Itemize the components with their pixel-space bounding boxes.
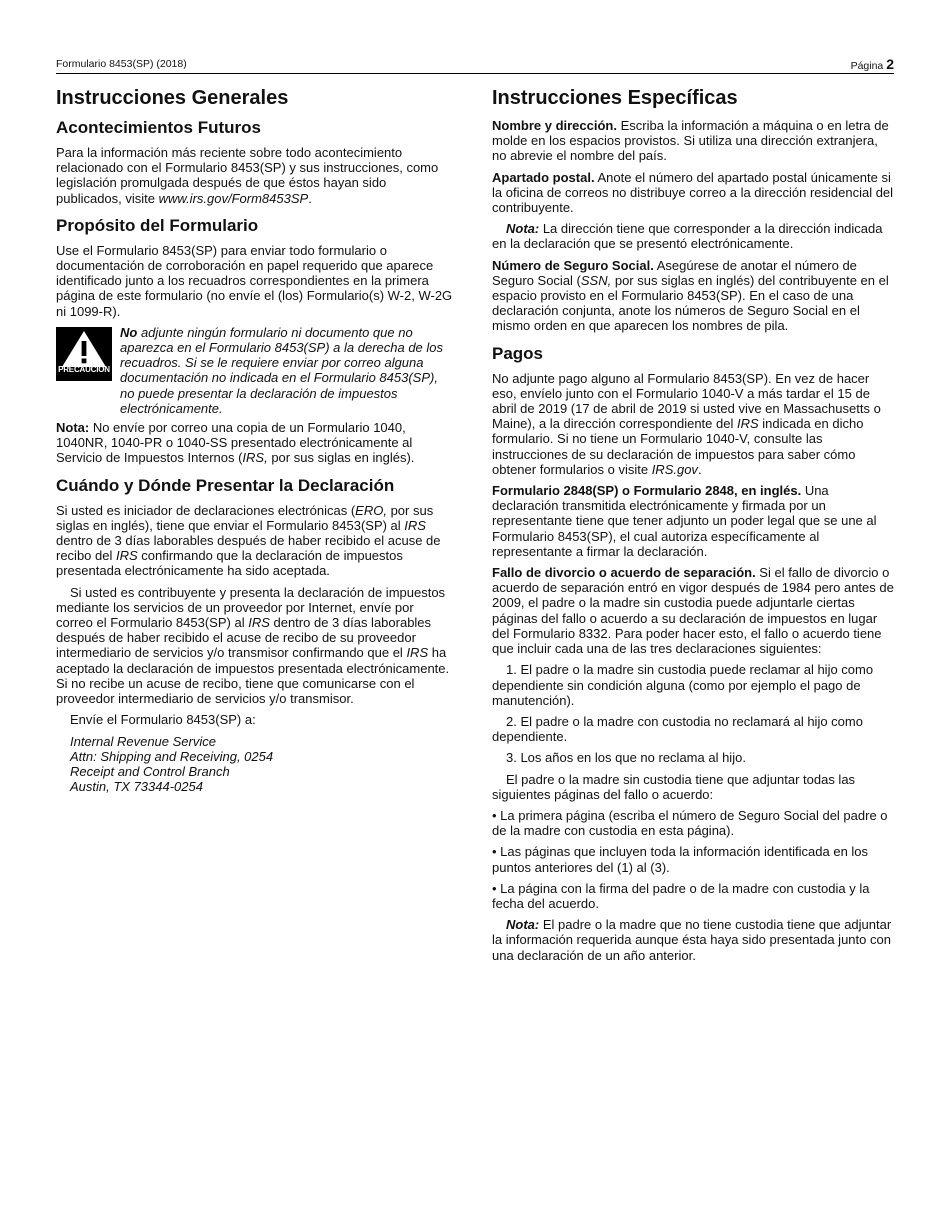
- address-line: Austin, TX 73344-0254: [70, 779, 203, 795]
- page-number: 2: [886, 56, 894, 72]
- left-column: [56, 86, 454, 794]
- caution-block: [56, 325, 454, 416]
- numbered-item: 1. El padre o la madre sin custodia puede reclamar al hijo como dependiente sin condición alguna (como por ejemplo el pago de manutención).: [492, 662, 874, 708]
- address-note: Nota: La dirección tiene que corresponder a la dirección indicada en la declaración que se presentó electrónicamente.: [492, 221, 883, 252]
- right-column: [492, 86, 894, 969]
- when-where-paragraph-1: Si usted es iniciador de declaraciones electrónicas (ERO, por sus siglas en inglés), tiene que enviar el Formulario 8453(SP) al IRS dentro de 3 días laborables después de haber recibido el acuse de recibo del IRS confirmando que la declaración de impuestos presentada electrónicamente ha sido aceptada.: [56, 502, 441, 579]
- purpose-heading: Propósito del Formulario: [56, 215, 259, 235]
- caution-text: adjunte ningún formulario ni documento que no aparezca en el Formulario 8453(SP) a la derecha de los recuadros. Si se le requiere enviar por correo alguna documentación no indicada en el Formulario 8453(SP), no puede presentar la declaración de impuestos electrónicamente.: [120, 324, 444, 416]
- send-to-text: Envíe el Formulario 8453(SP) a:: [70, 712, 256, 728]
- address-line: Receipt and Control Branch: [70, 763, 230, 779]
- caution-label: PRECAUCIÓN: [58, 364, 110, 374]
- future-developments-heading: Acontecimientos Futuros: [56, 118, 261, 137]
- po-box-text: Apartado postal. Anote el número del apartado postal únicamente si la oficina de correos no distribuye correo a la dirección residencial del contribuyente.: [492, 169, 894, 216]
- address-line: Internal Revenue Service: [70, 733, 216, 749]
- name-address-text: Nombre y dirección. Escriba la información a máquina o en letra de molde en los espacios provistos. Si utiliza una dirección extranjera, no abrevie el nombre del país.: [492, 118, 889, 164]
- page-header: [56, 55, 894, 74]
- payments-heading: Pagos: [492, 343, 544, 363]
- numbered-item: 2. El padre o la madre con custodia no reclamará al hijo como dependiente.: [492, 713, 863, 745]
- page-indicator: [851, 56, 894, 72]
- mailing-address: [70, 734, 454, 795]
- payments-text: No adjunte pago alguno al Formulario 8453(SP). En vez de hacer eso, envíelo junto con el Formulario 1040-V a más tardar el 15 de abril de 2019 (17 de abril de 2019 si usted vive en Massachusetts o Maine), a la dirección correspondiente del IRS indicada en dicho formulario. Si no tiene un Formulario 1040-V, consulte las instrucciones de su declaración de impuestos para saber cómo obtener formularios o visite IRS.gov.: [492, 370, 881, 477]
- irs-gov-link[interactable]: IRS.gov: [651, 461, 698, 477]
- caution-no: No: [120, 324, 138, 340]
- bullet-item: • La primera página (escriba el número de Seguro Social del padre o de la madre con custodia en esta página).: [492, 808, 894, 838]
- bullet-item: • Las páginas que incluyen toda la información identificada en los puntos anteriores del (1) al (3).: [492, 844, 894, 874]
- when-where-paragraph-2: Si usted es contribuyente y presenta la declaración de impuestos mediante los servicios de un proveedor por Internet, envíe por correo el Formulario 8453(SP) al IRS dentro de 3 días laborables después de haber recibido el acuse de recibo de su proveedor intermediario de servicios y/o transmisor confirmando que el IRS ha aceptado la declaración de impuestos presentada electrónicamente. Si no recibe un acuse de recibo, tiene que comunicarse con el proveedor intermediario de servicios y/o transmisor.: [56, 584, 450, 707]
- future-developments-text: Para la información más reciente sobre todo acontecimiento relacionado con el Formulario 8453(SP) y sus instrucciones, como legislación promulgada después de que éstos hayan sido publicados, visite www.irs.gov/Form8453SP.: [56, 145, 439, 206]
- ssn-text: Número de Seguro Social. Asegúrese de anotar el número de Seguro Social (SSN, por sus siglas en inglés) del contribuyente en el espacio provisto en el Formulario 8453(SP). En el caso de una declaración conjunta, anote los números de Seguro Social en el mismo orden en que aparecen los nombres de pila.: [492, 257, 889, 334]
- form-2848-text: Formulario 2848(SP) o Formulario 2848, en inglés. Una declaración transmitida electrónicamente y firmada por un representante tiene que tener adjunto un poder legal que se une al Formulario 8453(SP), el cual autoriza específicamente al representante a firmar la declaración.: [492, 483, 877, 559]
- address-line: Attn: Shipping and Receiving, 0254: [70, 748, 274, 764]
- divorce-decree-text: Fallo de divorcio o acuerdo de separación. Si el fallo de divorcio o acuerdo de separación entró en vigor después de 1984 pero antes de 2009, el padre o la madre sin custodia puede adjuntarle ciertas páginas del fallo o acuerdo a su declaración de impuestos en lugar del Formulario 8332. Para poder hacer esto, el fallo o acuerdo tiene que incluir cada una de las tres declaraciones siguientes:: [492, 565, 894, 657]
- form-id: Formulario 8453(SP) (2018): [56, 58, 187, 70]
- page-label: Página: [850, 60, 884, 72]
- when-where-heading: Cuándo y Dónde Presentar la Declaración: [56, 475, 395, 495]
- attach-pages-text: El padre o la madre sin custodia tiene que adjuntar todas las siguientes páginas del fallo o acuerdo:: [492, 771, 856, 802]
- bullet-item: • La página con la firma del padre o de la madre con custodia y la fecha del acuerdo.: [492, 881, 894, 911]
- general-instructions-title: Instrucciones Generales: [56, 87, 289, 109]
- note-text: Nota: No envíe por correo una copia de un Formulario 1040, 1040NR, 1040-PR o 1040-SS presentado electrónicamente al Servicio de Impuestos Internos (IRS, por sus siglas en inglés).: [56, 420, 415, 466]
- purpose-text: Use el Formulario 8453(SP) para enviar todo formulario o documentación de corroboración en papel requerido que aparece identificado junto a los recuadros correspondientes en la primera página de este formulario (no envíe el (los) Formulario(s) W-2, W-2G ni 1099-R).: [56, 242, 453, 319]
- numbered-item: 3. Los años en los que no reclama al hijo.: [506, 750, 746, 766]
- irs-form-url-link[interactable]: www.irs.gov/Form8453SP: [158, 190, 309, 206]
- noncustodial-note: Nota: El padre o la madre que no tiene custodia tiene que adjuntar la información requerida aunque ésta haya sido presentada junto con una declaración de un año anterior.: [492, 917, 892, 963]
- caution-icon: [56, 327, 112, 381]
- specific-instructions-title: Instrucciones Específicas: [492, 87, 738, 109]
